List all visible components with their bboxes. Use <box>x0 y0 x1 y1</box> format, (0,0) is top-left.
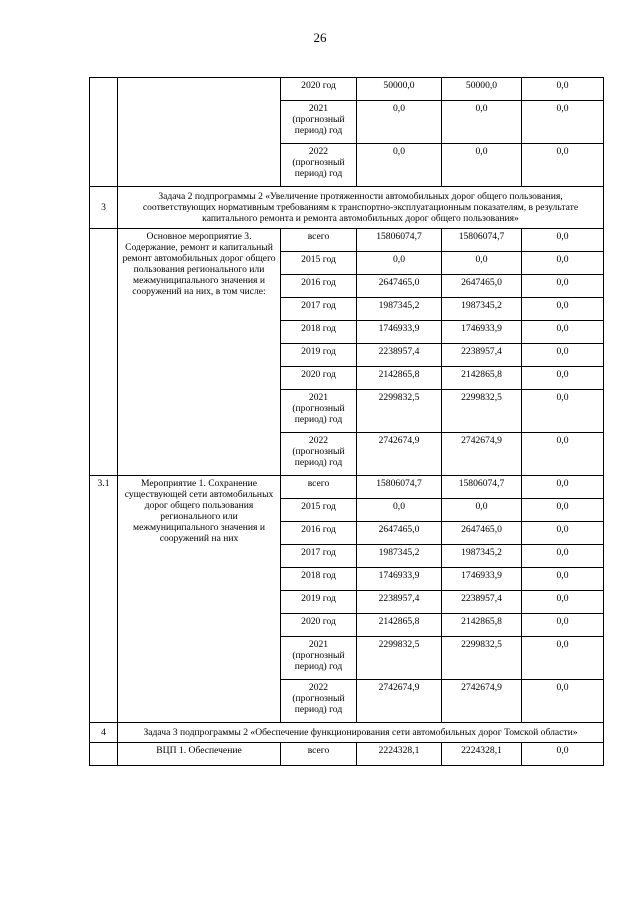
period-cell: 2016 год <box>281 522 357 545</box>
value-cell: 0,0 <box>357 499 442 522</box>
table-row <box>90 229 604 252</box>
period-cell: 2020 год <box>281 367 357 390</box>
value-cell: 0,0 <box>522 344 604 367</box>
period-cell: 2019 год <box>281 591 357 614</box>
value-cell: 2238957,4 <box>357 344 442 367</box>
value-cell: 2742674,9 <box>442 680 522 723</box>
value-cell: 2299832,5 <box>442 390 522 433</box>
value-cell: 2647465,0 <box>442 275 522 298</box>
period-cell: 2022 (прогнозный период) год <box>281 144 357 187</box>
value-cell: 0,0 <box>522 545 604 568</box>
value-cell: 2647465,0 <box>357 522 442 545</box>
value-cell: 0,0 <box>522 252 604 275</box>
value-cell: 2224328,1 <box>442 743 522 766</box>
value-cell: 1987345,2 <box>357 298 442 321</box>
period-cell: 2017 год <box>281 545 357 568</box>
period-cell: 2022 (прогнозный период) год <box>281 680 357 723</box>
value-cell: 2299832,5 <box>357 390 442 433</box>
value-cell: 50000,0 <box>442 78 522 101</box>
period-cell: 2020 год <box>281 614 357 637</box>
value-cell: 0,0 <box>522 637 604 680</box>
period-cell: 2021 (прогнозный период) год <box>281 637 357 680</box>
table-row <box>90 78 604 101</box>
value-cell: 1746933,9 <box>442 321 522 344</box>
value-cell: 50000,0 <box>357 78 442 101</box>
period-cell: 2015 год <box>281 252 357 275</box>
value-cell: 0,0 <box>522 229 604 252</box>
value-cell: 2142865,8 <box>357 367 442 390</box>
value-cell: 15806074,7 <box>442 476 522 499</box>
value-cell: 15806074,7 <box>357 229 442 252</box>
value-cell: 0,0 <box>442 101 522 144</box>
value-cell: 15806074,7 <box>357 476 442 499</box>
period-cell: всего <box>281 476 357 499</box>
row-number-cell <box>90 743 118 766</box>
value-cell: 0,0 <box>357 252 442 275</box>
task-row <box>90 187 604 229</box>
value-cell: 0,0 <box>522 101 604 144</box>
task-row <box>90 723 604 743</box>
value-cell: 0,0 <box>522 591 604 614</box>
value-cell: 0,0 <box>442 144 522 187</box>
period-cell: 2016 год <box>281 275 357 298</box>
value-cell: 0,0 <box>522 367 604 390</box>
value-cell: 1746933,9 <box>357 568 442 591</box>
value-cell: 2299832,5 <box>357 637 442 680</box>
row-number-cell <box>90 229 118 476</box>
task-title-cell: Задача 3 подпрограммы 2 «Обеспечение функционирования сети автомобильных дорог Томской области» <box>118 723 604 743</box>
value-cell: 1987345,2 <box>442 545 522 568</box>
period-cell: 2019 год <box>281 344 357 367</box>
value-cell: 2142865,8 <box>442 614 522 637</box>
value-cell: 15806074,7 <box>442 229 522 252</box>
value-cell: 1987345,2 <box>357 545 442 568</box>
period-cell: 2018 год <box>281 321 357 344</box>
value-cell: 2647465,0 <box>357 275 442 298</box>
table-row <box>90 476 604 499</box>
value-cell: 1746933,9 <box>357 321 442 344</box>
value-cell: 0,0 <box>442 252 522 275</box>
value-cell: 0,0 <box>357 101 442 144</box>
activity-name-cell: Мероприятие 1. Сохранение существующей сети автомобильных дорог общего пользования регионального или межмуниципального значения и сооружений на них <box>118 476 281 723</box>
period-cell: 2015 год <box>281 499 357 522</box>
value-cell: 1746933,9 <box>442 568 522 591</box>
value-cell: 0,0 <box>442 499 522 522</box>
period-cell: 2017 год <box>281 298 357 321</box>
value-cell: 2647465,0 <box>442 522 522 545</box>
row-number-cell: 4 <box>90 723 118 743</box>
period-cell: 2020 год <box>281 78 357 101</box>
value-cell: 0,0 <box>522 522 604 545</box>
value-cell: 0,0 <box>357 144 442 187</box>
value-cell: 0,0 <box>522 144 604 187</box>
period-cell: 2018 год <box>281 568 357 591</box>
period-cell: 2022 (прогнозный период) год <box>281 433 357 476</box>
value-cell: 0,0 <box>522 476 604 499</box>
value-cell: 0,0 <box>522 298 604 321</box>
value-cell: 2742674,9 <box>357 680 442 723</box>
value-cell: 0,0 <box>522 390 604 433</box>
period-cell: 2021 (прогнозный период) год <box>281 390 357 433</box>
value-cell: 0,0 <box>522 499 604 522</box>
value-cell: 0,0 <box>522 568 604 591</box>
value-cell: 2238957,4 <box>442 591 522 614</box>
task-title-cell: Задача 2 подпрограммы 2 «Увеличение протяженности автомобильных дорог общего пользования, соответствующих нормативным требованиям к транспортно-эксплуатационным показателям, в результате капитального ремонта и ремонта автомобильных дорог общего пользования» <box>118 187 604 229</box>
row-number-cell <box>90 78 118 187</box>
page-number: 26 <box>313 30 327 45</box>
value-cell: 2742674,9 <box>357 433 442 476</box>
value-cell: 2299832,5 <box>442 637 522 680</box>
value-cell: 0,0 <box>522 321 604 344</box>
value-cell: 0,0 <box>522 743 604 766</box>
value-cell: 2742674,9 <box>442 433 522 476</box>
activity-name-cell <box>118 78 281 187</box>
value-cell: 0,0 <box>522 680 604 723</box>
value-cell: 2224328,1 <box>357 743 442 766</box>
period-cell: всего <box>281 229 357 252</box>
row-number-cell: 3.1 <box>90 476 118 723</box>
value-cell: 2142865,8 <box>357 614 442 637</box>
activity-name-cell: ВЦП 1. Обеспечение <box>118 743 281 766</box>
value-cell: 0,0 <box>522 614 604 637</box>
period-cell: 2021 (прогнозный период) год <box>281 101 357 144</box>
value-cell: 2238957,4 <box>442 344 522 367</box>
table-row <box>90 743 604 766</box>
value-cell: 1987345,2 <box>442 298 522 321</box>
activity-name-cell: Основное мероприятие 3. Содержание, ремонт и капитальный ремонт автомобильных дорог общего пользования регионального или межмуниципального значения и сооружений на них, в том числе: <box>118 229 281 476</box>
value-cell: 2238957,4 <box>357 591 442 614</box>
value-cell: 0,0 <box>522 275 604 298</box>
funding-table <box>89 77 604 766</box>
value-cell: 0,0 <box>522 433 604 476</box>
value-cell: 0,0 <box>522 78 604 101</box>
period-cell: всего <box>281 743 357 766</box>
row-number-cell: 3 <box>90 187 118 229</box>
value-cell: 2142865,8 <box>442 367 522 390</box>
